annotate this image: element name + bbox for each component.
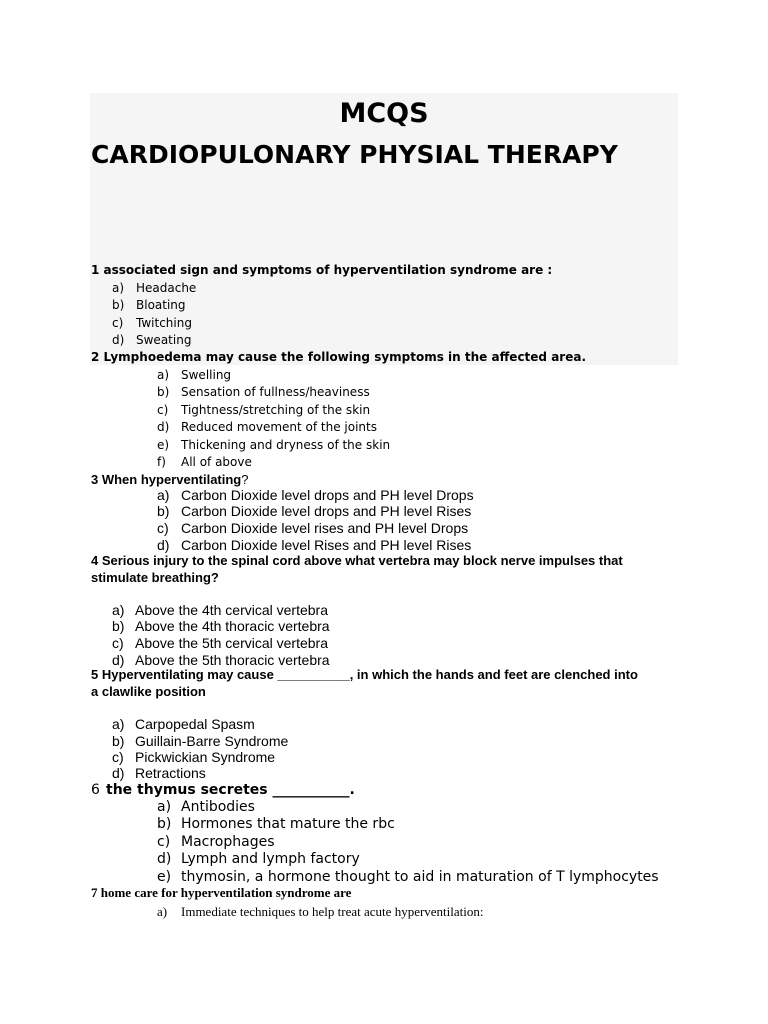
- option-letter: c): [157, 403, 169, 417]
- question-3: [91, 472, 248, 487]
- q7-option-a: [157, 904, 484, 920]
- option-text: Above the 5th thoracic vertebra: [135, 652, 330, 668]
- option-text: Carbon Dioxide level drops and PH level Rises: [181, 503, 472, 519]
- option-letter: b): [157, 816, 172, 832]
- question-6-number: 6: [91, 782, 100, 798]
- option-letter: b): [112, 733, 125, 749]
- option-letter: a): [112, 281, 125, 295]
- q4-option-c: [112, 635, 328, 651]
- option-letter: c): [112, 635, 124, 651]
- option-text: thymosin, a hormone thought to aid in maturation of T lymphocytes: [181, 869, 659, 885]
- q2-option-a: [157, 368, 231, 382]
- option-letter: a): [157, 904, 168, 919]
- question-3-suffix: ?: [241, 472, 249, 487]
- q5-option-c: [112, 749, 275, 765]
- q5-option-b: [112, 733, 288, 749]
- q1-option-c: [112, 316, 192, 330]
- option-letter: a): [112, 602, 125, 618]
- q2-option-f: [157, 455, 252, 469]
- option-letter: b): [157, 503, 170, 519]
- option-letter: d): [112, 765, 125, 781]
- option-letter: a): [112, 716, 125, 732]
- q2-option-c: [157, 403, 370, 417]
- q4-option-b: [112, 618, 330, 634]
- question-2: 2 Lymphoedema may cause the following symptoms in the affected area.: [91, 350, 587, 364]
- option-letter: a): [157, 799, 172, 815]
- option-text: Carbon Dioxide level Rises and PH level Rises: [181, 537, 472, 553]
- option-text: Twitching: [136, 316, 192, 330]
- q1-option-d: [112, 333, 191, 347]
- q2-option-d: [157, 420, 377, 434]
- option-letter: a): [157, 487, 170, 503]
- q6-option-c: [157, 834, 275, 850]
- question-4-line-2: stimulate breathing?: [91, 570, 219, 585]
- option-text: Swelling: [181, 368, 232, 382]
- option-letter: d): [157, 420, 170, 434]
- q5-option-d: [112, 765, 206, 781]
- option-letter: c): [157, 520, 169, 536]
- option-text: Carbon Dioxide level rises and PH level Drops: [181, 520, 469, 536]
- q2-option-e: [157, 438, 390, 452]
- page-subtitle: CARDIOPULONARY PHYSIAL THERAPY: [91, 140, 618, 169]
- question-7: 7 home care for hyperventilation syndrome are: [91, 885, 352, 900]
- option-text: Reduced movement of the joints: [181, 420, 377, 434]
- option-letter: c): [157, 834, 171, 850]
- option-text: Macrophages: [181, 834, 275, 850]
- option-letter: d): [112, 652, 125, 668]
- option-letter: b): [112, 618, 125, 634]
- question-5-line-2: a clawlike position: [91, 684, 206, 699]
- option-letter: b): [112, 298, 125, 312]
- q1-option-b: [112, 298, 186, 312]
- option-letter: a): [157, 368, 170, 382]
- question-6: [91, 782, 355, 798]
- q6-option-e: [157, 869, 659, 885]
- option-letter: f): [157, 455, 166, 469]
- option-letter: c): [112, 749, 124, 765]
- option-letter: e): [157, 869, 172, 885]
- option-letter: e): [157, 438, 170, 452]
- q3-option-d: [157, 537, 471, 553]
- q1-option-a: [112, 281, 196, 295]
- option-text: Above the 5th cervical vertebra: [135, 635, 328, 651]
- option-text: Guillain-Barre Syndrome: [135, 733, 289, 749]
- question-4-line-1: 4 Serious injury to the spinal cord above what vertebra may block nerve impulses that: [91, 553, 623, 568]
- option-text: Immediate techniques to help treat acute hyperventilation:: [181, 904, 484, 919]
- option-letter: d): [157, 851, 172, 867]
- option-text: Above the 4th cervical vertebra: [135, 602, 328, 618]
- q6-option-b: [157, 816, 395, 832]
- option-text: Headache: [136, 281, 197, 295]
- page-title: MCQS: [339, 98, 429, 129]
- option-text: Bloating: [136, 298, 186, 312]
- option-text: Thickening and dryness of the skin: [181, 438, 391, 452]
- option-letter: c): [112, 316, 124, 330]
- question-1: 1 associated sign and symptoms of hyperventilation syndrome are :: [91, 263, 553, 277]
- q4-option-a: [112, 602, 328, 618]
- option-text: Tightness/stretching of the skin: [181, 403, 371, 417]
- option-text: Pickwickian Syndrome: [135, 749, 276, 765]
- option-text: Hormones that mature the rbc: [181, 816, 395, 832]
- q6-option-a: [157, 799, 255, 815]
- option-letter: d): [157, 537, 170, 553]
- q6-option-d: [157, 851, 360, 867]
- option-text: Carpopedal Spasm: [135, 716, 255, 732]
- q4-option-d: [112, 652, 330, 668]
- option-text: Lymph and lymph factory: [181, 851, 360, 867]
- option-text: Sweating: [136, 333, 192, 347]
- option-letter: b): [157, 385, 170, 399]
- option-text: All of above: [181, 455, 252, 469]
- option-text: Sensation of fullness/heaviness: [181, 385, 370, 399]
- option-text: Retractions: [135, 765, 206, 781]
- option-text: Above the 4th thoracic vertebra: [135, 618, 330, 634]
- q3-option-b: [157, 503, 471, 519]
- option-text: Antibodies: [181, 799, 255, 815]
- question-6-text: the thymus secretes ___________.: [106, 782, 355, 798]
- q5-option-a: [112, 716, 255, 732]
- option-letter: d): [112, 333, 125, 347]
- option-text: Carbon Dioxide level drops and PH level Drops: [181, 487, 474, 503]
- question-3-text: 3 When hyperventilating: [91, 472, 242, 487]
- q3-option-c: [157, 520, 468, 536]
- question-5-line-1: 5 Hyperventilating may cause __________, in which the hands and feet are clenched into: [91, 667, 638, 682]
- q2-option-b: [157, 385, 370, 399]
- q3-option-a: [157, 487, 474, 503]
